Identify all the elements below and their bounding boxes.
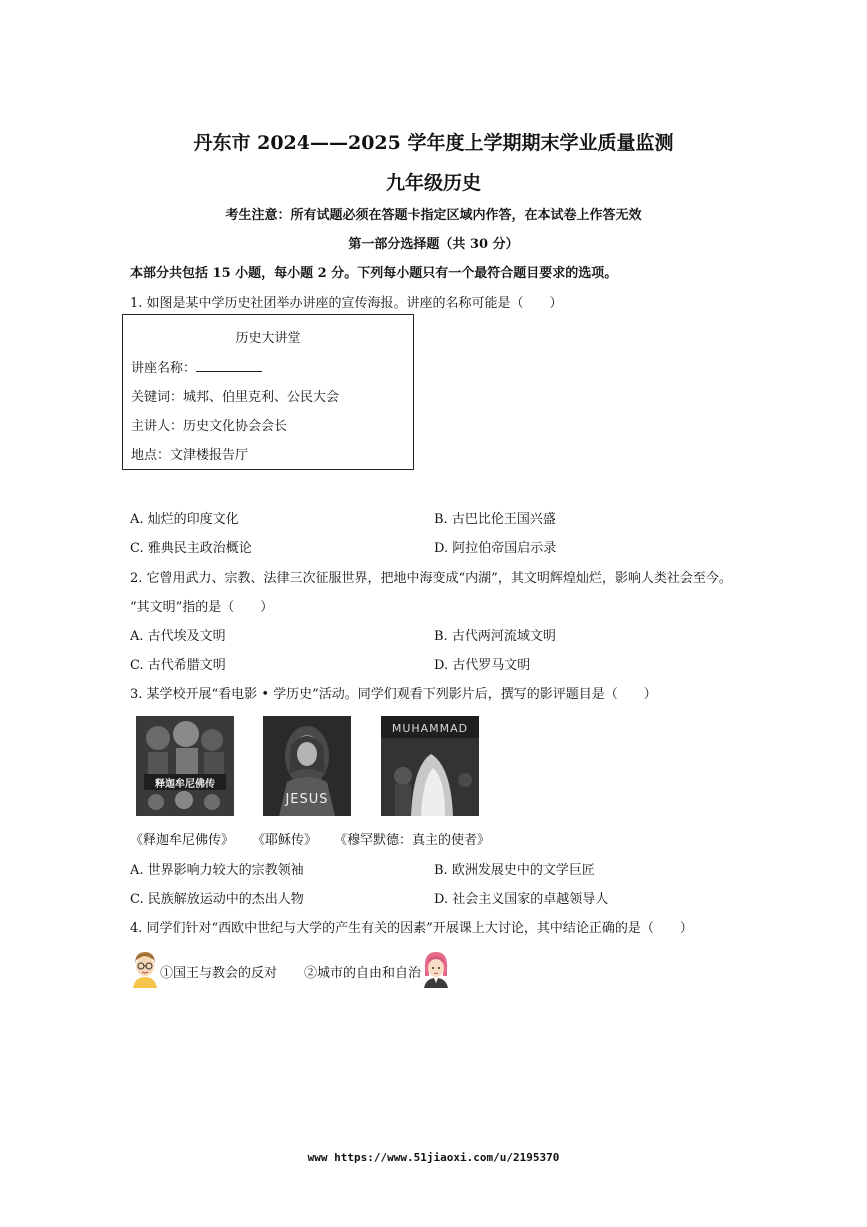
- q2-option-a[interactable]: A. 古代埃及文明: [130, 629, 226, 644]
- film-poster-buddha-text: 释迦牟尼佛传: [155, 779, 215, 790]
- footer-url[interactable]: www https://www.51jiaoxi.com/u/2195370: [307, 1151, 560, 1164]
- q2-stem-line2: “其文明”指的是（ ）: [130, 600, 274, 615]
- poster-location: 地点：文津楼报告厅: [131, 448, 249, 463]
- q2-stem-line1: 2. 它曾用武力、宗教、法律三次征服世界，把地中海变成“内湖”，其文明辉煌灿烂，影响人类社会至今。: [130, 571, 732, 586]
- poster-speaker: 主讲人：历史文化协会会长: [131, 419, 288, 434]
- q2-option-b[interactable]: B. 古代两河流域文明: [434, 629, 556, 644]
- student-girl-avatar-icon: [421, 950, 451, 984]
- film-poster-jesus: [263, 716, 351, 816]
- poster-name-label: 讲座名称：: [131, 361, 197, 376]
- q4-statement-1: ①国王与教会的反对: [160, 966, 278, 981]
- q3-option-b[interactable]: B. 欧洲发展史中的文学巨匠: [434, 863, 595, 878]
- q3-option-d[interactable]: D. 社会主义国家的卓越领导人: [434, 892, 609, 907]
- exam-subtitle: 九年级历史: [385, 172, 481, 194]
- lecture-poster: [122, 314, 414, 470]
- film-caption-muhammad: 《穆罕默德：真主的使者》: [334, 833, 491, 848]
- q4-stem: 4. 同学们针对“西欧中世纪与大学的产生有关的因素”开展课上大讨论，其中结论正确的是（ ）: [130, 921, 693, 936]
- film-poster-muhammad-text: MUHAMMAD: [391, 722, 469, 735]
- part-instruction: 本部分共包括 15 小题，每小题 2 分。下列每小题只有一个最符合题目要求的选项。: [130, 266, 618, 281]
- q2-option-c[interactable]: C. 古代希腊文明: [130, 658, 226, 673]
- poster-name-row: [131, 357, 262, 376]
- student-boy-avatar-icon: [130, 950, 160, 984]
- film-poster-buddha: [136, 716, 234, 816]
- film-caption-jesus: 《耶稣传》: [252, 833, 318, 848]
- q4-statement-2: ②城市的自由和自治: [304, 966, 422, 981]
- exam-title: 丹东市 2024——2025 学年度上学期期末学业质量监测: [193, 132, 674, 154]
- q3-option-c[interactable]: C. 民族解放运动中的杰出人物: [130, 892, 304, 907]
- q1-option-c[interactable]: C. 雅典民主政治概论: [130, 541, 252, 556]
- q3-option-a[interactable]: A. 世界影响力较大的宗教领袖: [130, 863, 304, 878]
- part-heading: 第一部分选择题（共 30 分）: [348, 237, 519, 252]
- poster-keywords: 关键词：城邦、伯里克利、公民大会: [131, 390, 340, 405]
- q3-stem: 3. 某学校开展“看电影 • 学历史”活动。同学们观看下列影片后，撰写的影评题目是（ ）: [130, 687, 657, 702]
- q1-option-d[interactable]: D. 阿拉伯帝国启示录: [434, 541, 557, 556]
- q1-option-a[interactable]: A. 灿烂的印度文化: [130, 512, 239, 527]
- exam-notice: 考生注意：所有试题必须在答题卡指定区域内作答，在本试卷上作答无效: [225, 208, 642, 223]
- q1-option-b[interactable]: B. 古巴比伦王国兴盛: [434, 512, 556, 527]
- q1-stem: 1. 如图是某中学历史社团举办讲座的宣传海报。讲座的名称可能是（ ）: [130, 296, 563, 311]
- poster-name-blank: [196, 359, 262, 372]
- film-caption-buddha: 《释迦牟尼佛传》: [130, 833, 235, 848]
- q2-option-d[interactable]: D. 古代罗马文明: [434, 658, 531, 673]
- poster-title: 历史大讲堂: [235, 331, 301, 346]
- film-poster-muhammad: [381, 716, 479, 816]
- film-poster-jesus-text: JESUS: [285, 792, 329, 807]
